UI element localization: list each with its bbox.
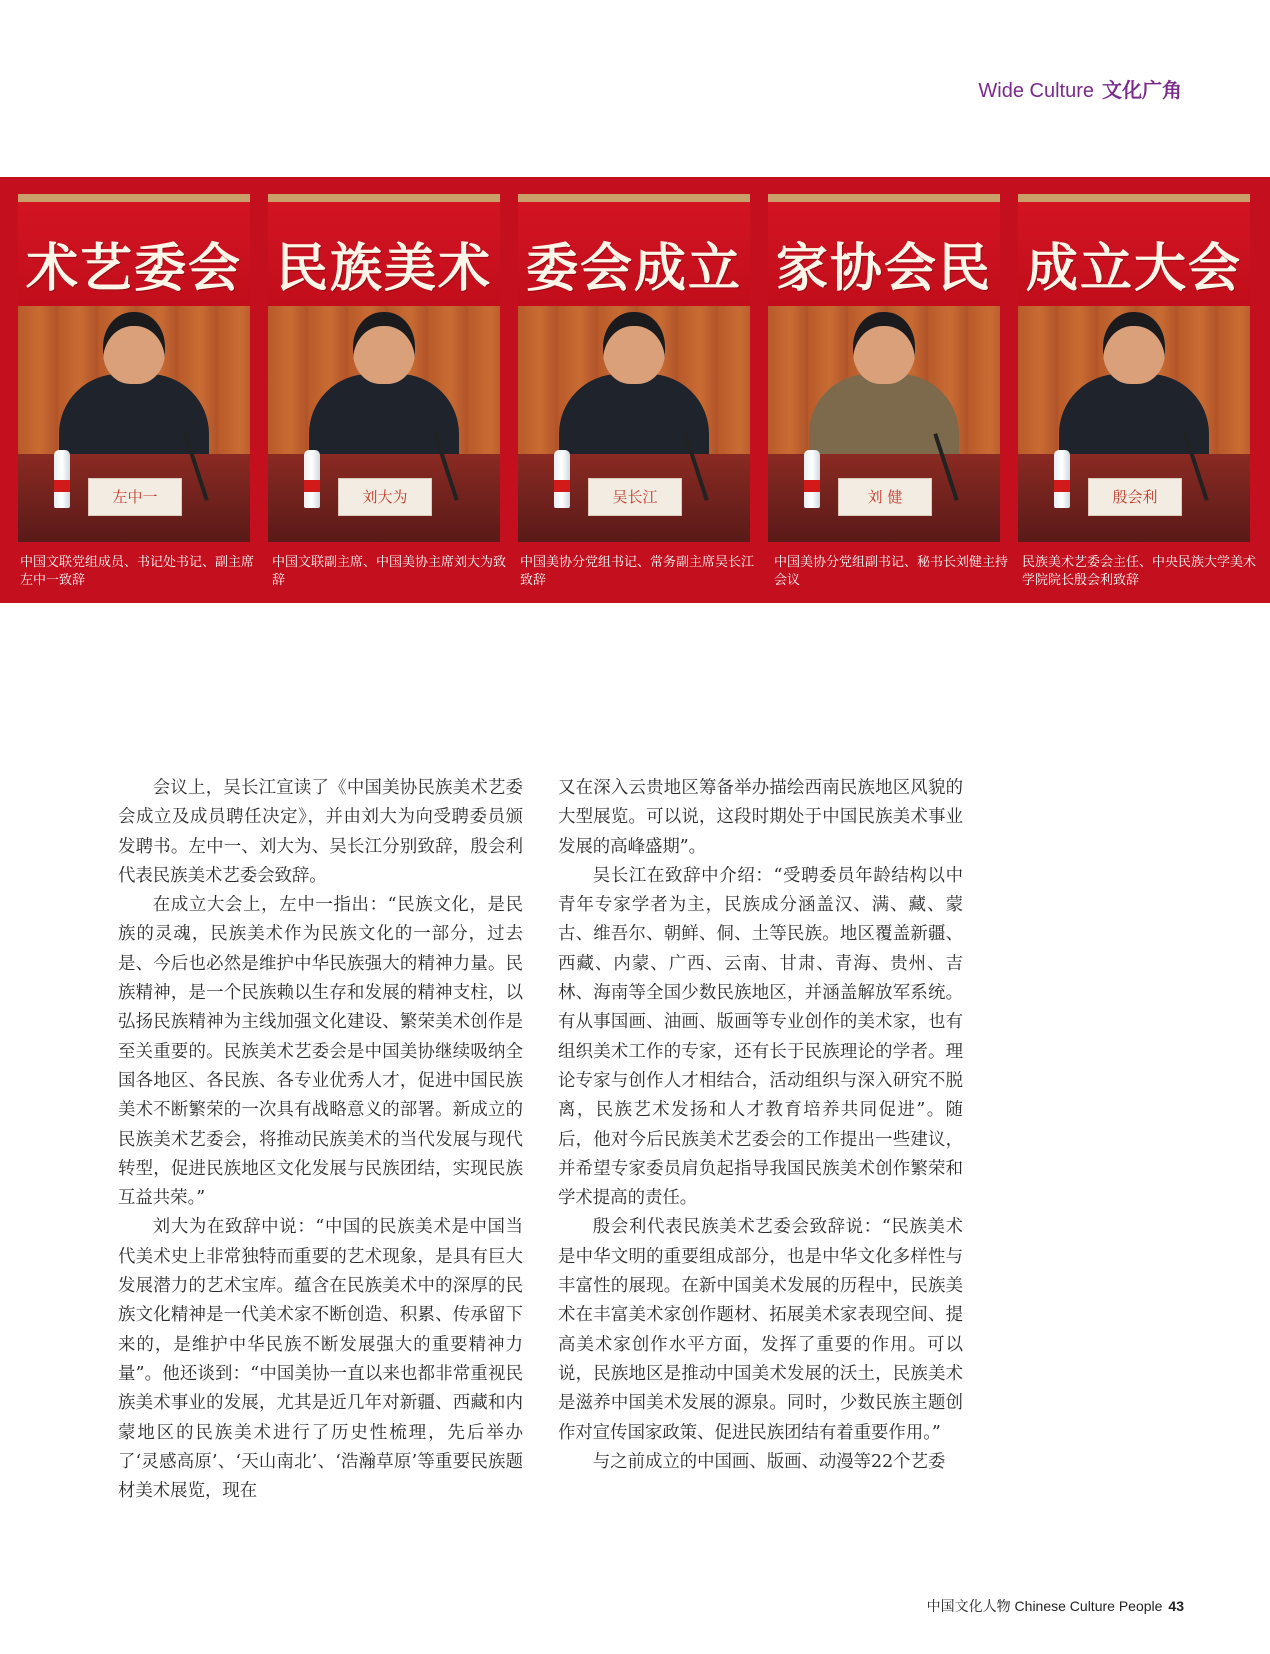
banner [768, 194, 1000, 314]
article-column-right [558, 774, 963, 1477]
speaker-photo-5 [1018, 194, 1250, 542]
water-bottle [804, 450, 820, 508]
water-bottle [54, 450, 70, 508]
banner-text: 成立大会 [1025, 239, 1242, 299]
banner-text: 术艺委会 [25, 239, 242, 299]
banner-text: 委会成立 [525, 239, 742, 299]
article-paragraph: 会议上，吴长江宣读了《中国美协民族美术艺委会成立及成员聘任决定》，并由刘大为向受聘委员颁发聘书。左中一、刘大为、吴长江分别致辞，殷会利代表民族美术艺委会致辞。 [118, 778, 523, 886]
nameplate: 吴长江 [588, 478, 682, 516]
banner [1018, 194, 1250, 314]
nameplate: 刘 健 [838, 478, 932, 516]
banner [18, 194, 250, 314]
publication-name: 中国文化人物 Chinese Culture People [926, 1598, 1163, 1614]
article-paragraph: 吴长江在致辞中介绍：“受聘委员年龄结构以中青年专家学者为主，民族成分涵盖汉、满、藏、蒙古、维吾尔、朝鲜、侗、土等民族。地区覆盖新疆、西藏、内蒙、广西、云南、甘肃、青海、贵州、吉林、海南等全国少数民族地区，并涵盖解放军系统。有从事国画、油画、版画等专业创作的美术家，也有组织美术工作的专家，还有长于民族理论的学者。理论专家与创作人才相结合，活动组织与深入研究不脱离，民族艺术发扬和人才教育培养共同促进”。随后，他对今后民族美术艺委会的工作提出一些建议，并希望专家委员肩负起指导我国民族美术创作繁荣和学术提高的责任。 [558, 865, 963, 1209]
article-paragraph: 在成立大会上，左中一指出：“民族文化，是民族的灵魂，民族美术作为民族文化的一部分，过去是、今后也必然是维护中华民族强大的精神力量。民族精神，是一个民族赖以生存和发展的精神支柱，以弘扬民族精神为主线加强文化建设、繁荣美术创作是至关重要的。民族美术艺委会是中国美协继续吸纳全国各地区、各民族、各专业优秀人才，促进中国民族美术不断繁荣的一次具有战略意义的部署。新成立的民族美术艺委会，将推动民族美术的当代发展与现代转型，促进民族地区文化发展与民族团结，实现民族互益共荣。” [118, 895, 523, 1209]
nameplate: 左中一 [88, 478, 182, 516]
article-paragraph: 与之前成立的中国画、版画、动漫等22个艺委 [592, 1451, 946, 1472]
page-number: 43 [1168, 1598, 1184, 1614]
speaker-photo-4 [768, 194, 1000, 542]
section-header-cn: 文化广角 [1102, 78, 1182, 102]
banner-text: 家协会民 [775, 239, 992, 299]
speaker-photo-2 [268, 194, 500, 542]
page-footer [927, 1596, 1184, 1616]
water-bottle [1054, 450, 1070, 508]
photo-caption-1: 中国文联党组成员、书记处书记、副主席左中一致辞 [20, 555, 255, 588]
article-paragraph: 殷会利代表民族美术艺委会致辞说：“民族美术是中华文明的重要组成部分，也是中华文化多样性与丰富性的展现。在新中国美术发展的历程中，民族美术在丰富美术家创作题材、拓展美术家表现空间、提高美术家创作水平方面，发挥了重要的作用。可以说，民族地区是推动中国美术发展的沃土，民族美术是滋养中国美术发展的源泉。同时，少数民族主题创作对宣传国家政策、促进民族团结有着重要作用。” [558, 1217, 963, 1443]
photo-strip [0, 177, 1270, 603]
speaker-photo-3 [518, 194, 750, 542]
article-paragraph: 刘大为在致辞中说：“中国的民族美术是中国当代美术史上非常独特而重要的艺术现象，是具有巨大发展潜力的艺术宝库。蕴含在民族美术中的深厚的民族文化精神是一代美术家不断创造、积累、传承留下来的，是维护中华民族不断发展强大的重要精神力量”。他还谈到：“中国美协一直以来也都非常重视民族美术事业的发展，尤其是近几年对新疆、西藏和内蒙地区的民族美术进行了历史性梳理，先后举办了‘灵感高原’、‘天山南北’、‘浩瀚草原’等重要民族题材美术展览，现在 [118, 1217, 523, 1502]
section-header [978, 74, 1182, 103]
photo-caption-5: 民族美术艺委会主任、中央民族大学美术学院院长殷会利致辞 [1022, 555, 1257, 588]
photo-caption-2: 中国文联副主席、中国美协主席刘大为致辞 [272, 555, 507, 588]
speaker-photo-1 [18, 194, 250, 542]
article-paragraph-continued: 又在深入云贵地区筹备举办描绘西南民族地区风貌的大型展览。可以说，这段时期处于中国民族美术事业发展的高峰盛期”。 [558, 778, 963, 857]
water-bottle [304, 450, 320, 508]
banner [268, 194, 500, 314]
banner [518, 194, 750, 314]
photo-caption-4: 中国美协分党组副书记、秘书长刘健主持会议 [774, 555, 1009, 588]
photo-caption-3: 中国美协分党组书记、常务副主席吴长江致辞 [520, 555, 755, 588]
banner-text: 民族美术 [275, 239, 492, 299]
article-column-left [118, 774, 523, 1506]
water-bottle [554, 450, 570, 508]
nameplate: 殷会利 [1088, 478, 1182, 516]
section-header-en: Wide Culture [978, 80, 1094, 102]
nameplate: 刘大为 [338, 478, 432, 516]
